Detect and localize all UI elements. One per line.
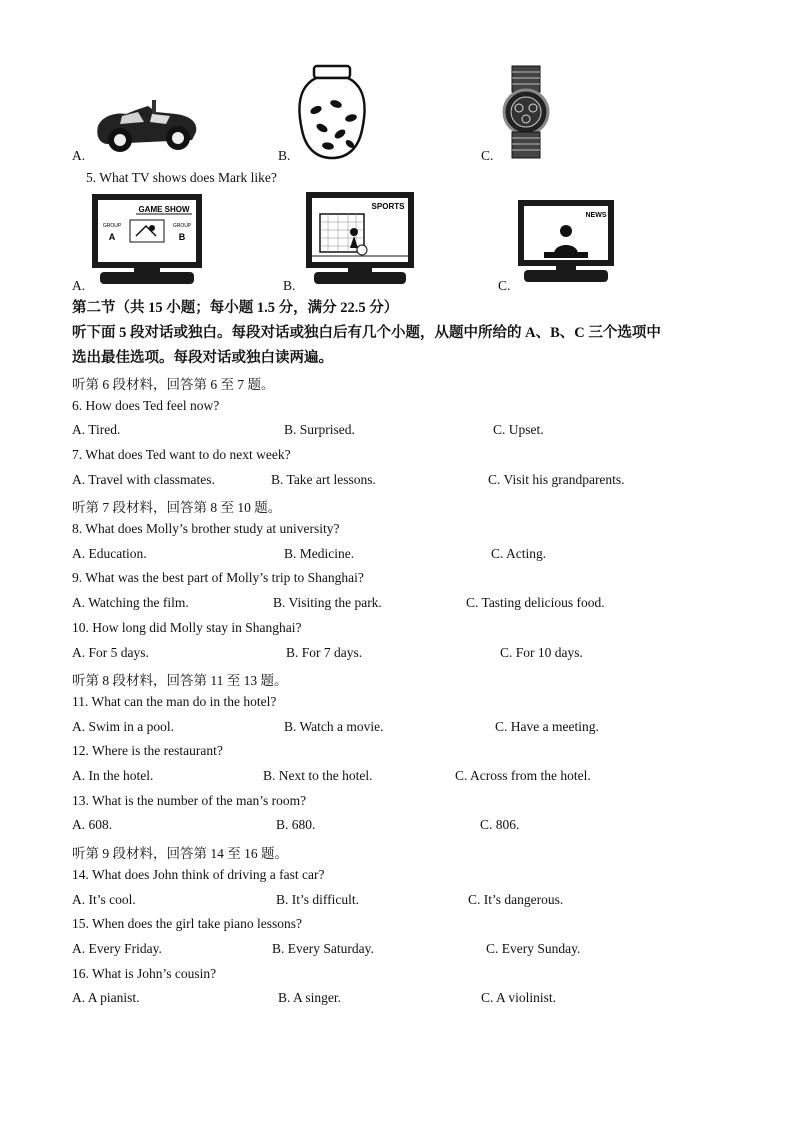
tv-b-title: SPORTS [371, 202, 405, 211]
q12-option-a[interactable]: A. In the hotel. [72, 768, 154, 783]
q14-option-b[interactable]: B. It’s difficult. [276, 892, 359, 907]
question-12: 12. Where is the restaurant? [72, 743, 223, 758]
section2-instruction-line2: 选出最佳选项。每段对话或独白读两遍。 [72, 350, 333, 366]
tv-c-title: NEWS [585, 212, 607, 219]
question-11: 11. What can the man do in the hotel? [72, 694, 277, 709]
q7-option-b[interactable]: B. Take art lessons. [271, 472, 376, 487]
material-7-heading: 听第 7 段材料，回答第 8 至 10 题。 [72, 500, 282, 515]
q10-option-b[interactable]: B. For 7 days. [286, 645, 363, 660]
wristwatch-illustration [500, 64, 552, 160]
q10-option-a[interactable]: A. For 5 days. [72, 645, 149, 660]
q10-option-c[interactable]: C. For 10 days. [500, 645, 583, 660]
tv-a-letter-left: A [108, 232, 116, 242]
q9-option-c[interactable]: C. Tasting delicious food. [466, 595, 605, 610]
tv-a-group-left: GROUP [102, 223, 122, 229]
q15-option-a[interactable]: A. Every Friday. [72, 941, 162, 956]
q4-option-c[interactable]: C. [481, 148, 494, 163]
question-15: 15. When does the girl take piano lessons? [72, 916, 302, 931]
question-6: 6. How does Ted feel now? [72, 398, 220, 413]
question-13: 13. What is the number of the man’s room? [72, 793, 307, 808]
tv-a-title: GAME SHOW [138, 205, 190, 214]
tv-a-group-right: GROUP [172, 223, 192, 229]
q4-option-a[interactable]: A. [72, 148, 86, 163]
q11-option-c[interactable]: C. Have a meeting. [495, 719, 599, 734]
material-9-heading: 听第 9 段材料，回答第 14 至 16 题。 [72, 846, 288, 861]
q7-option-c[interactable]: C. Visit his grandparents. [488, 472, 625, 487]
q11-option-b[interactable]: B. Watch a movie. [284, 719, 384, 734]
q8-option-c[interactable]: C. Acting. [491, 546, 547, 561]
q14-option-c[interactable]: C. It’s dangerous. [468, 892, 564, 907]
question-9: 9. What was the best part of Molly’s trip to Shanghai? [72, 570, 364, 585]
question-16: 16. What is John’s cousin? [72, 966, 217, 981]
question-8: 8. What does Molly’s brother study at university? [72, 521, 340, 536]
q16-option-b[interactable]: B. A singer. [278, 990, 342, 1005]
q16-option-c[interactable]: C. A violinist. [481, 990, 557, 1005]
q13-option-a[interactable]: A. 608. [72, 817, 113, 832]
section2-instruction-line1: 听下面 5 段对话或独白。每段对话或独白后有几个小题，从题中所给的 A、B、C 三个选项中 [72, 325, 661, 341]
tv-sports-illustration [304, 190, 416, 288]
q7-option-a[interactable]: A. Travel with classmates. [72, 472, 215, 487]
q12-option-b[interactable]: B. Next to the hotel. [263, 768, 373, 783]
q8-option-a[interactable]: A. Education. [72, 546, 147, 561]
q6-option-c[interactable]: C. Upset. [493, 422, 544, 437]
tv-news-illustration [516, 198, 616, 288]
q15-option-c[interactable]: C. Every Sunday. [486, 941, 581, 956]
q13-option-c[interactable]: C. 806. [480, 817, 520, 832]
q12-option-c[interactable]: C. Across from the hotel. [455, 768, 591, 783]
q8-option-b[interactable]: B. Medicine. [284, 546, 355, 561]
q9-option-b[interactable]: B. Visiting the park. [273, 595, 382, 610]
material-6-heading: 听第 6 段材料，回答第 6 至 7 题。 [72, 377, 275, 392]
question-14: 14. What does John think of driving a fast car? [72, 867, 325, 882]
material-8-heading: 听第 8 段材料，回答第 11 至 13 题。 [72, 673, 288, 688]
q5-option-a[interactable]: A. [72, 278, 86, 293]
tv-game-show-illustration [90, 192, 204, 288]
question-7: 7. What does Ted want to do next week? [72, 447, 291, 462]
q6-option-b[interactable]: B. Surprised. [284, 422, 355, 437]
q4-option-b[interactable]: B. [278, 148, 291, 163]
q5-option-b[interactable]: B. [283, 278, 296, 293]
q15-option-b[interactable]: B. Every Saturday. [272, 941, 374, 956]
candy-jar-illustration [296, 64, 368, 160]
q11-option-a[interactable]: A. Swim in a pool. [72, 719, 175, 734]
q14-option-a[interactable]: A. It’s cool. [72, 892, 136, 907]
q9-option-a[interactable]: A. Watching the film. [72, 595, 189, 610]
section2-title: 第二节（共 15 小题；每小题 1.5 分，满分 22.5 分） [72, 300, 399, 316]
car-illustration [92, 92, 202, 158]
q6-option-a[interactable]: A. Tired. [72, 422, 121, 437]
tv-a-letter-right: B [178, 232, 186, 242]
q5-option-c[interactable]: C. [498, 278, 511, 293]
q13-option-b[interactable]: B. 680. [276, 817, 316, 832]
question-5: 5. What TV shows does Mark like? [86, 170, 277, 185]
q16-option-a[interactable]: A. A pianist. [72, 990, 140, 1005]
question-10: 10. How long did Molly stay in Shanghai? [72, 620, 302, 635]
